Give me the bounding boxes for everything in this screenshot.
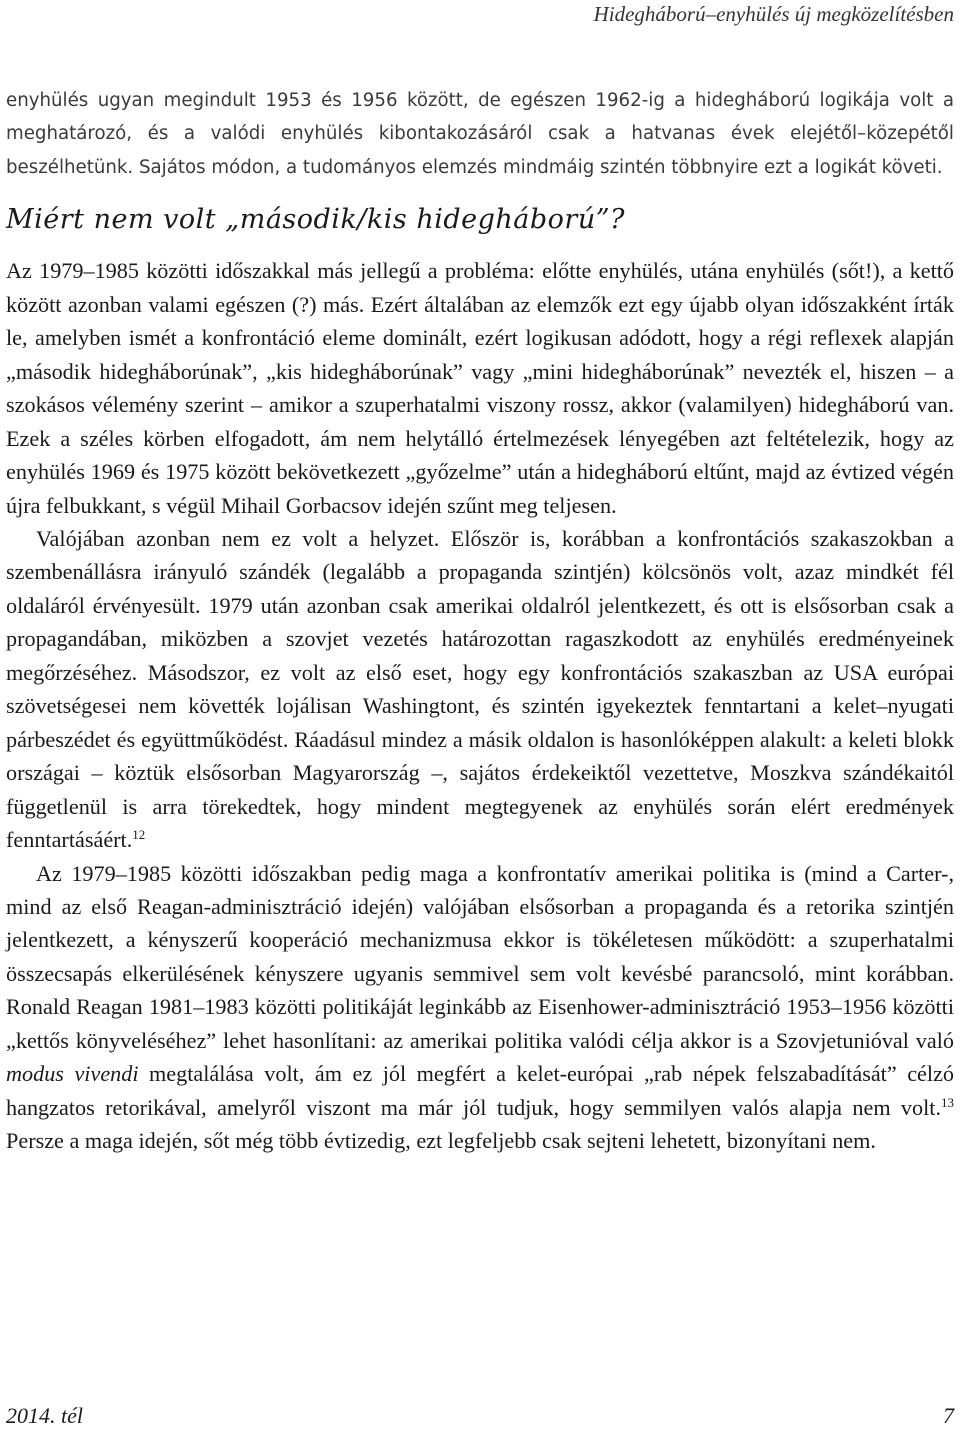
paragraph-1: Az 1979–1985 közötti időszakkal más jellegű a probléma: előtte enyhülés, utána enyhülés (sőt!), a kettő között azonban valami egészen (?) más. Ezért általában az elemzők ezt egy újabb olyan időszakként írták le, amelyben ismét a konfrontáció eleme dominált, ezért logikusan adódott, hogy a régi reflexek alapján „második hidegháborúnak”, „kis hidegháborúnak” vagy „mini hidegháborúnak” nevezték el, hiszen – a szokásos vélemény szerint – amikor a szuperhatalmi viszony rossz, akkor (valamilyen) hidegháború van. Ezek a széles körben elfogadott, ám nem helytálló értelmezések lényegében azt feltételezik, hogy az enyhülés 1969 és 1975 között bekövetkezett „győzelme” után a hidegháború eltűnt, majd az évtized végén újra felbukkant, s végül Mihail Gorbacsov idején szűnt meg teljesen. (6, 258, 954, 518)
paragraph-3-text-b: megtalálása volt, ám ez jól megfért a kelet-európai „rab népek felszabadítását” célzó hangzatos retorikával, amelyről viszont ma már jól tudjuk, hogy semmilyen valós alapja nem volt. (6, 1061, 955, 1120)
running-title: Hidegháború–enyhülés új megközelítésben (593, 2, 954, 26)
footnote-ref-13: 13 (941, 1094, 954, 1110)
italic-phrase: modus vivendi (6, 1061, 139, 1087)
paragraph-2-text: Valójában azonban nem ez volt a helyzet. Először is, korábban a konfrontációs szakaszokban a szembenállásra irányuló szándék (legalább a propaganda szintjén) kölcsönös volt, azaz mindkét fél oldaláról érvényesült. 1979 után azonban csak amerikai oldalról jelentkezett, és ott is elsősorban csak a propagandában, miközben a szovjet vezetés határozottan ragaszkodott az enyhülés eredményeinek megőrzéséhez. Másodszor, ez volt az első eset, hogy egy konfrontációs szakaszban az USA európai szövetségesei nem követték lojálisan Washingtont, és szintén igyekeztek fenntartani a kelet–nyugati párbeszédet és együttműködést. Ráadásul mindez a másik oldalon is hasonlóképpen alakult: a keleti blokk országai – köztük elsősorban Magyarország –, sajátos érdekeiktől vezettetve, Moszkva szándékaitól függetlenül is arra törekedtek, hogy mindent megtegyenek az enyhülés során elért eredmények fenntartásáért. (6, 525, 954, 853)
paragraph-3 (6, 857, 954, 1158)
section-heading: Miért nem volt „második/kis hidegháború”? (6, 204, 626, 236)
paragraph-3-text-c: Persze a maga idején, sőt még több évtizedig, ezt legfeljebb csak sejteni lehetett, bizonyítani nem. (6, 1128, 876, 1154)
article-body (6, 84, 954, 1158)
issue-label: 2014. tél (6, 1403, 83, 1428)
paragraph-3-text-a: Az 1979–1985 közötti időszakban pedig maga a konfrontatív amerikai politika is (mind a Carter-, mind az első Reagan-adminisztráció idején) valójában elsősorban a propaganda és a retorika szintjén jelentkezett, a kényszerű kooperáció mechanizmusa ekkor is tökéletesen működött: a szuperhatalmi összecsapás elkerülésének kényszere ugyanis semmivel sem volt kevésbé parancsoló, mint korábban. Ronald Reagan 1981–1983 közötti politikáját leginkább az Eisenhower-adminisztráció 1953–1956 közötti „kettős könyveléséhez” lehet hasonlítani: az amerikai politika valódi célja akkor is a Szovjetunióval való (6, 860, 954, 1053)
paragraph-2 (6, 522, 954, 857)
footnote-ref-12: 12 (132, 827, 146, 843)
page-number: 7 (943, 1403, 954, 1428)
lead-paragraph: enyhülés ugyan megindult 1953 és 1956 között, de egészen 1962-ig a hidegháború logikája volt a meghatározó, és a valódi enyhülés kibontakozásáról csak a hatvanas évek elejétől–közepétől beszélhetünk. Sajátos módon, a tudományos elemzés mindmáig szintén többnyire ezt a logikát követi. (6, 90, 954, 178)
